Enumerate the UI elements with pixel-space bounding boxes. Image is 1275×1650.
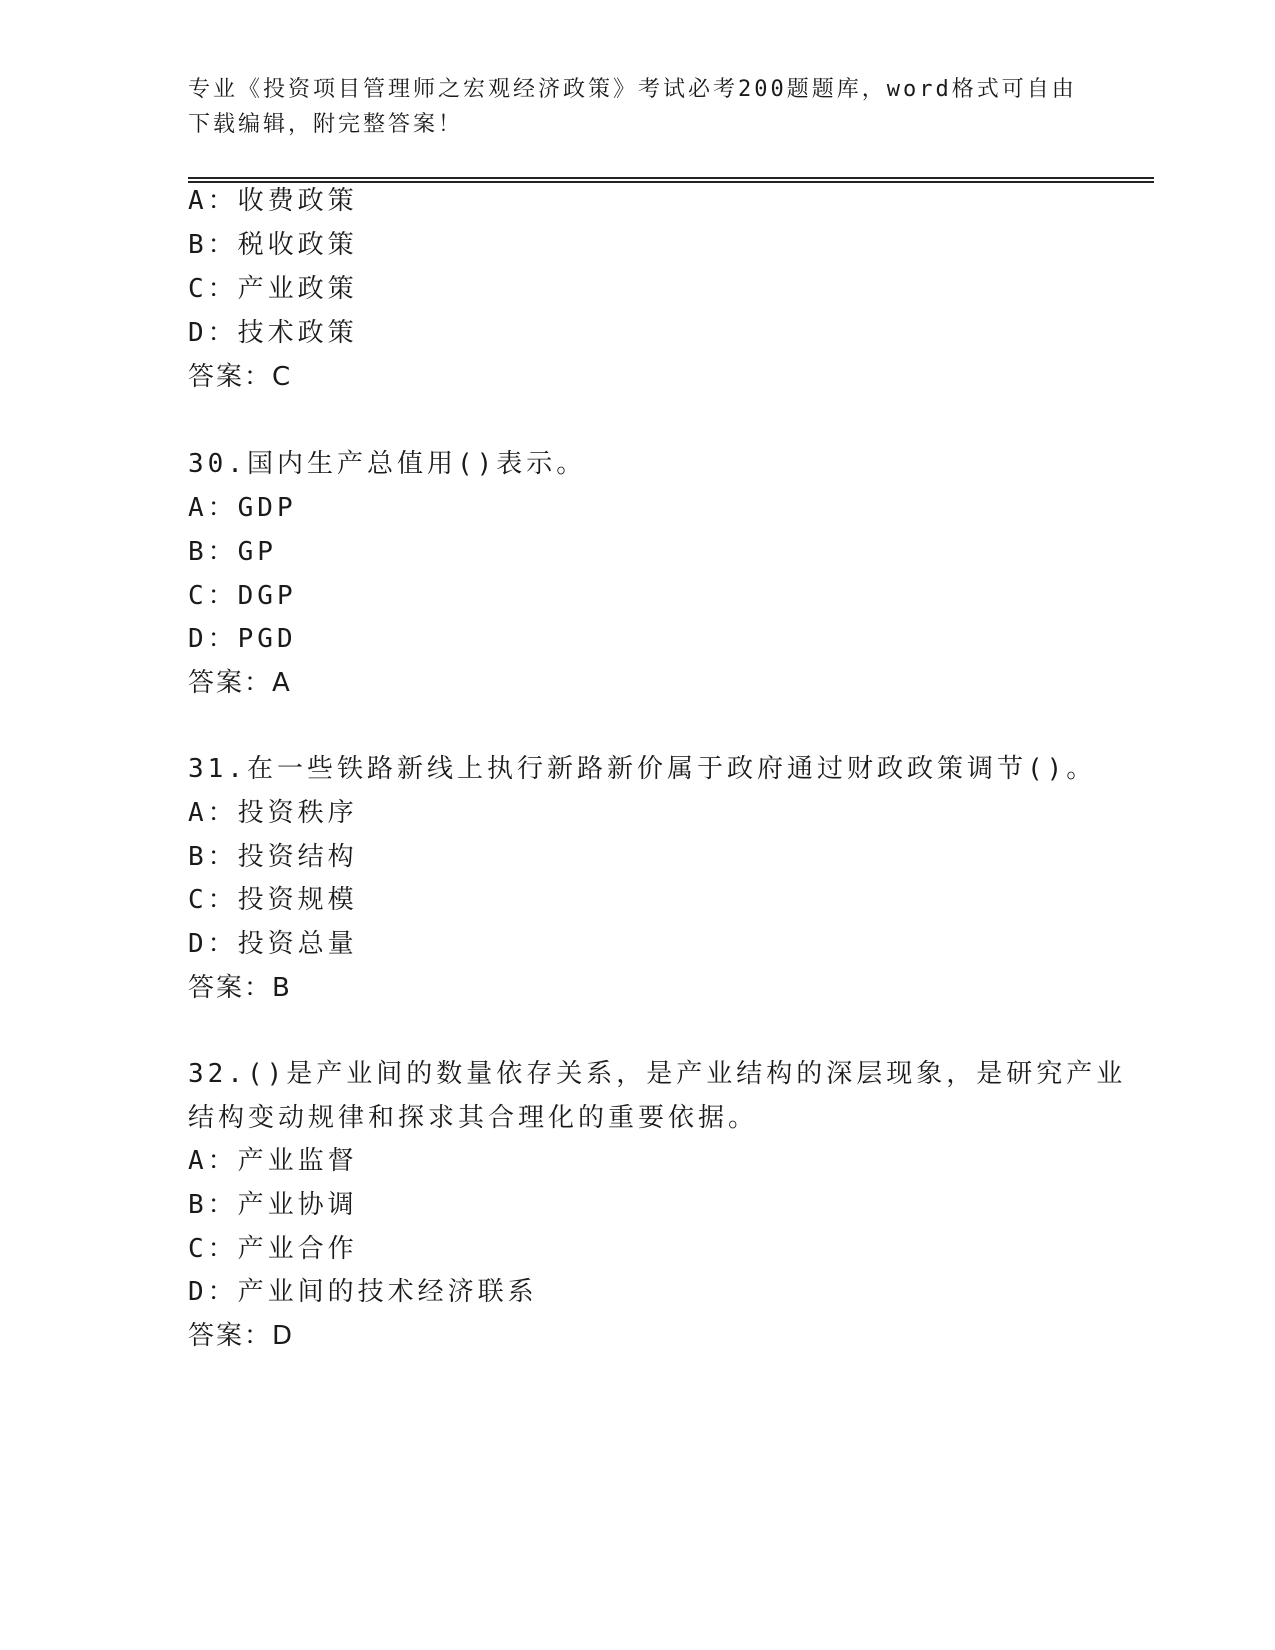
q32-answer: 答案：D bbox=[188, 1321, 295, 1351]
q29-answer: 答案：C bbox=[188, 362, 293, 392]
q29-option-a: A：收费政策 bbox=[188, 186, 358, 216]
q31-question: 31.在一些铁路新线上执行新路新价属于政府通过财政政策调节()。 bbox=[188, 754, 1097, 784]
header-divider bbox=[188, 177, 1154, 183]
q31-option-b: B：投资结构 bbox=[188, 842, 358, 872]
q32-option-d: D：产业间的技术经济联系 bbox=[188, 1277, 538, 1307]
q30-answer: 答案：A bbox=[188, 668, 292, 698]
q31-option-a: A：投资秩序 bbox=[188, 798, 358, 828]
q31-option-c: C：投资规模 bbox=[188, 885, 358, 915]
q30-option-b: B：GP bbox=[188, 537, 277, 567]
q32-option-c: C：产业合作 bbox=[188, 1234, 358, 1264]
q32-question-line-2: 结构变动规律和探求其合理化的重要依据。 bbox=[188, 1103, 759, 1133]
q29-option-b: B：税收政策 bbox=[188, 230, 358, 260]
q32-option-b: B：产业协调 bbox=[188, 1190, 358, 1220]
header-title-line-2: 下载编辑，附完整答案！ bbox=[188, 112, 464, 137]
q30-option-c: C：DGP bbox=[188, 581, 297, 611]
q29-option-d: D：技术政策 bbox=[188, 318, 358, 348]
q31-answer: 答案：B bbox=[188, 973, 292, 1003]
q30-question: 30.国内生产总值用()表示。 bbox=[188, 449, 587, 479]
q30-option-a: A：GDP bbox=[188, 493, 297, 523]
q29-option-c: C：产业政策 bbox=[188, 274, 358, 304]
q31-option-d: D：投资总量 bbox=[188, 929, 358, 959]
document-header bbox=[188, 72, 1088, 142]
q32-option-a: A：产业监督 bbox=[188, 1146, 358, 1176]
q32-question-line-1: 32.()是产业间的数量依存关系，是产业结构的深层现象，是研究产业 bbox=[188, 1059, 1127, 1089]
header-title-line-1: 专业《投资项目管理师之宏观经济政策》考试必考200题题库，word格式可自由 bbox=[188, 77, 1077, 102]
q30-option-d: D：PGD bbox=[188, 624, 297, 654]
